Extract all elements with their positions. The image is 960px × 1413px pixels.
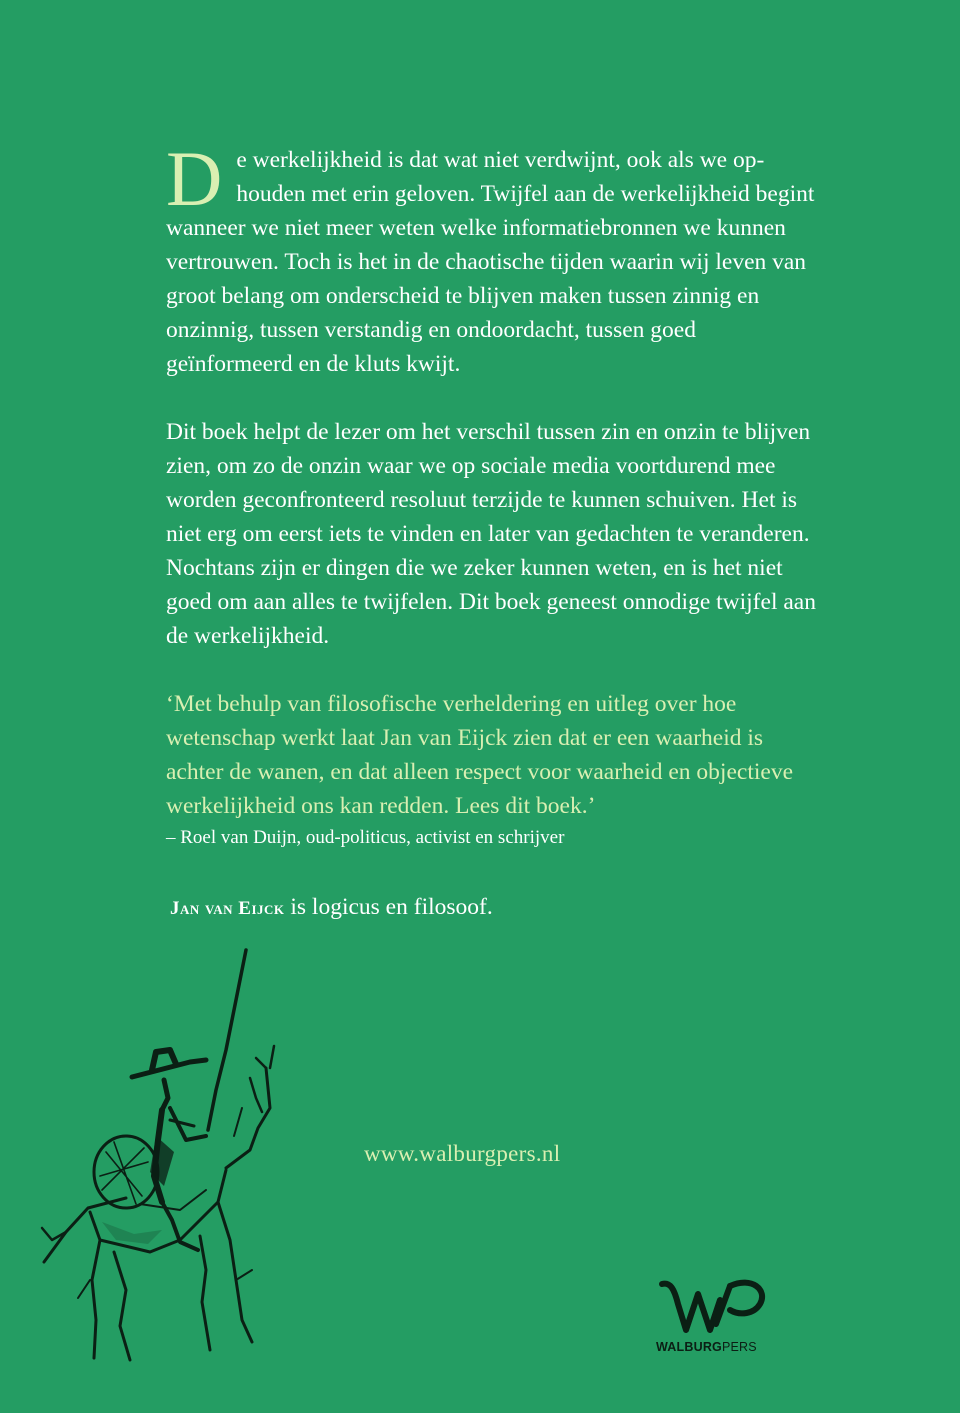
blurb-paragraph-2: Dit boek helpt de lezer om het verschil tussen zin en onzin te blijven zien, om zo de onzin waar we op sociale media voortdurend mee worden geconfronteerd resoluut terzijde te kunnen schuiven. Het is niet erg om eerst iets te vinden en later van gedachten te veranderen. Nochtans zijn er dingen die we zeker kunnen weten, en is het niet goed om aan alles te twijfelen. Dit boek geneest onnodige twijfel aan de werkelijkheid. [166,419,816,649]
publisher-logo [656,1272,776,1362]
author-name: Jan van Eijck [170,898,285,919]
blurb-paragraph-1-text: e werkelijkheid is dat wat niet verdwijnt, ook als we ophouden met erin geloven. Twijfel aan de werkelijkheid begint wanneer we niet meer weten welke informatiebronnen we kunnen vertrouwen. Toch is het in de chaotische tijden waarin wij leven van groot belang om onderscheid te blijven maken tussen zinnig en onzinnig, tussen verstandig en ondoordacht, tussen goed geïnformeerd en de kluts kwijt. [166,147,815,377]
don-quixote-sketch-icon [30,940,350,1380]
author-bio [170,894,493,921]
publisher-name [656,1340,776,1354]
author-bio-text: is logicus en filosoof. [284,894,493,920]
publisher-website[interactable]: www.walburgpers.nl [364,1141,561,1166]
publisher-name-part1: WALBURG [656,1340,722,1354]
publisher-name-part2: PERS [721,1340,757,1354]
drop-cap: D [166,135,223,222]
walburg-pers-logo-icon [656,1272,776,1338]
blurb [166,135,816,853]
endorsement-quote: ‘Met behulp van filosofische verheldering en uitleg over hoe wetenschap werkt laat Jan van Eijck zien dat er een waarheid is achter de wanen, en dat alleen respect voor waarheid en objectieve werkelijkheid ons kan redden. Lees dit boek.’ [166,691,793,819]
blurb-paragraph-1 [166,135,816,381]
quote-attribution: – Roel van Duijn, oud-politicus, activist en schrijver [166,827,565,848]
